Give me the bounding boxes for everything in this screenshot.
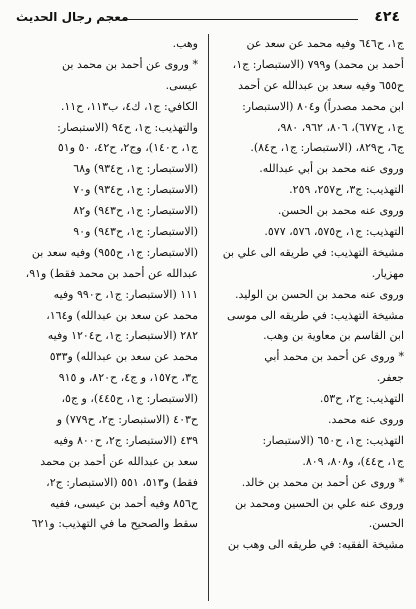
text-line: سقط والصحيح ما في التهذيب: و٦٢١ [31, 517, 198, 531]
text-line: ج١، ح٦٧٧)، ٨٠٦، ٩٦٢، ٩٨٠، [276, 120, 404, 134]
text-line: ح٤٠٣ (الاستبصار: ج٢، ح٧٧٩) و [56, 413, 198, 427]
text-line: ابن القاسم بن معاوية بن وهب. [263, 329, 404, 343]
text-line: ج٦، ح٨٢٩، (الاستبصار: ج١، ح٨٤). [250, 141, 404, 155]
left-column [12, 34, 198, 535]
text-line: مشيخة الفقيه: في طريقه الى وهب بن [227, 538, 404, 552]
text-line: (الاستبصار: ج١، ح٤٤٥)، و ج٥، [61, 392, 198, 406]
text-line: ٢٨٢ (الاستبصار: ج١، ح١٢٠٤ وفيه [47, 329, 198, 343]
book-page [12, 6, 404, 603]
text-line: عيسى. [165, 78, 198, 92]
running-title: معجم رجال الحديث [16, 10, 129, 24]
column-divider [208, 34, 209, 601]
text-line: (الاستبصار: ج١، ح٩٤٣) و٩٠ [73, 225, 198, 239]
text-line: الكافي: ج١، ك٤، ب١١٣، ح١١. [60, 99, 198, 113]
text-line: محمد عن سعد بن عبدالله) و٥٣٣ [49, 350, 198, 364]
page-header [12, 6, 404, 28]
text-line: والتهذيب: ج١، ح٩٤ (الاستبصار: [57, 120, 198, 134]
text-line: * وروى عن أحمد بن محمد بن خالد. [241, 475, 404, 489]
text-line: وروى عنه محمد بن الحسن بن الوليد. [234, 287, 404, 301]
text-line: مشيخة التهذيب: في طريقه الى موسى [227, 308, 404, 322]
text-line: (الاستبصار: ج١، ح٩٣٤) و٦٨ [73, 162, 198, 176]
text-line: وهب. [172, 37, 198, 50]
text-line: ح٨٥٦ وفيه أحمد بن عيسى، ففيه [50, 496, 198, 510]
text-line: مهزيار. [371, 266, 404, 280]
text-line: عبدالله عن أحمد بن محمد فقط) و٩١، [25, 266, 198, 280]
text-line: * وروى عن أحمد بن محمد بن [62, 57, 198, 71]
text-line: التهذيب: ج١، ح٥٧٥، ٥٧٦، ٥٧٧. [264, 225, 404, 239]
text-line: (الاستبصار: ج١، ح٩٤٣) و٨٢ [73, 204, 198, 218]
text-line: فقط) و٥١٣، ٥٥١ (الاستبصار: ج٢، [46, 475, 198, 489]
text-line: (الاستبصار: ج١، ح٩٥٥) وفيه سعد بن [31, 245, 198, 259]
text-line: التهذيب: ج٣، ح٢٥٧، ٢٥٩. [289, 183, 404, 197]
text-line: التهذيب: ج١، ح٦٥٠ (الاستبصار: [262, 433, 404, 447]
text-line: وروى عنه محمد بن الحسن. [277, 204, 404, 218]
text-line: محمد عن سعد بن عبدالله) و١٦٤، [46, 308, 198, 322]
header-rule [124, 19, 358, 20]
text-line: وروى عنه محمد بن أبي عبدالله. [259, 162, 404, 176]
text-line: (الاستبصار: ج١، ح٩٣٤) و٧٠ [73, 183, 198, 197]
page-number: ٤٢٤ [374, 9, 400, 25]
text-line: ج١، ح٤٤)، و٨٠٨، ٨٠٩. [302, 454, 404, 468]
text-line: ج١، ح١٤٠)، وج٢، ح٤٢، ٥٠ و٥١ [57, 141, 198, 155]
text-line: أحمد بن محمد) و٧٩٩ (الاستبصار: ج١، [232, 57, 404, 71]
text-line: جعفر. [376, 371, 404, 385]
text-line: مشيخة التهذيب: في طريقه الى علي بن [222, 245, 404, 259]
text-line: وروى عنه علي بن الحسين ومحمد بن [234, 496, 404, 510]
text-line: ح٦٥٥ وفيه سعد بن عبدالله عن أحمد [238, 78, 404, 92]
right-column [218, 34, 404, 556]
text-line: ج١، ح٦٤٦ وفيه محمد عن سعد عن [246, 37, 404, 50]
text-line: سعد بن عبدالله عن أحمد بن محمد [40, 454, 198, 468]
text-line: ١١١ (الاستبصار: ج١، ح٩٩٠ وفيه [53, 287, 198, 301]
text-line: * وروى عن أحمد بن محمد أبي [264, 350, 404, 364]
text-line: ابن محمد مصدراً) و٨٠٤ (الاستبصار: [242, 99, 404, 113]
text-line: الحسن. [368, 517, 404, 531]
text-line: ج٣، ح١٥٧، و ج٤، ح٨٢٠، و ٩١٥ [58, 371, 198, 385]
text-line: التهذيب: ج٢، ح٥٣. [319, 392, 404, 406]
text-line: وروى عنه محمد. [328, 413, 404, 427]
text-line: ٤٣٩ (الاستبصار: ج٢، ح٨٠٠ وفيه [53, 433, 198, 447]
